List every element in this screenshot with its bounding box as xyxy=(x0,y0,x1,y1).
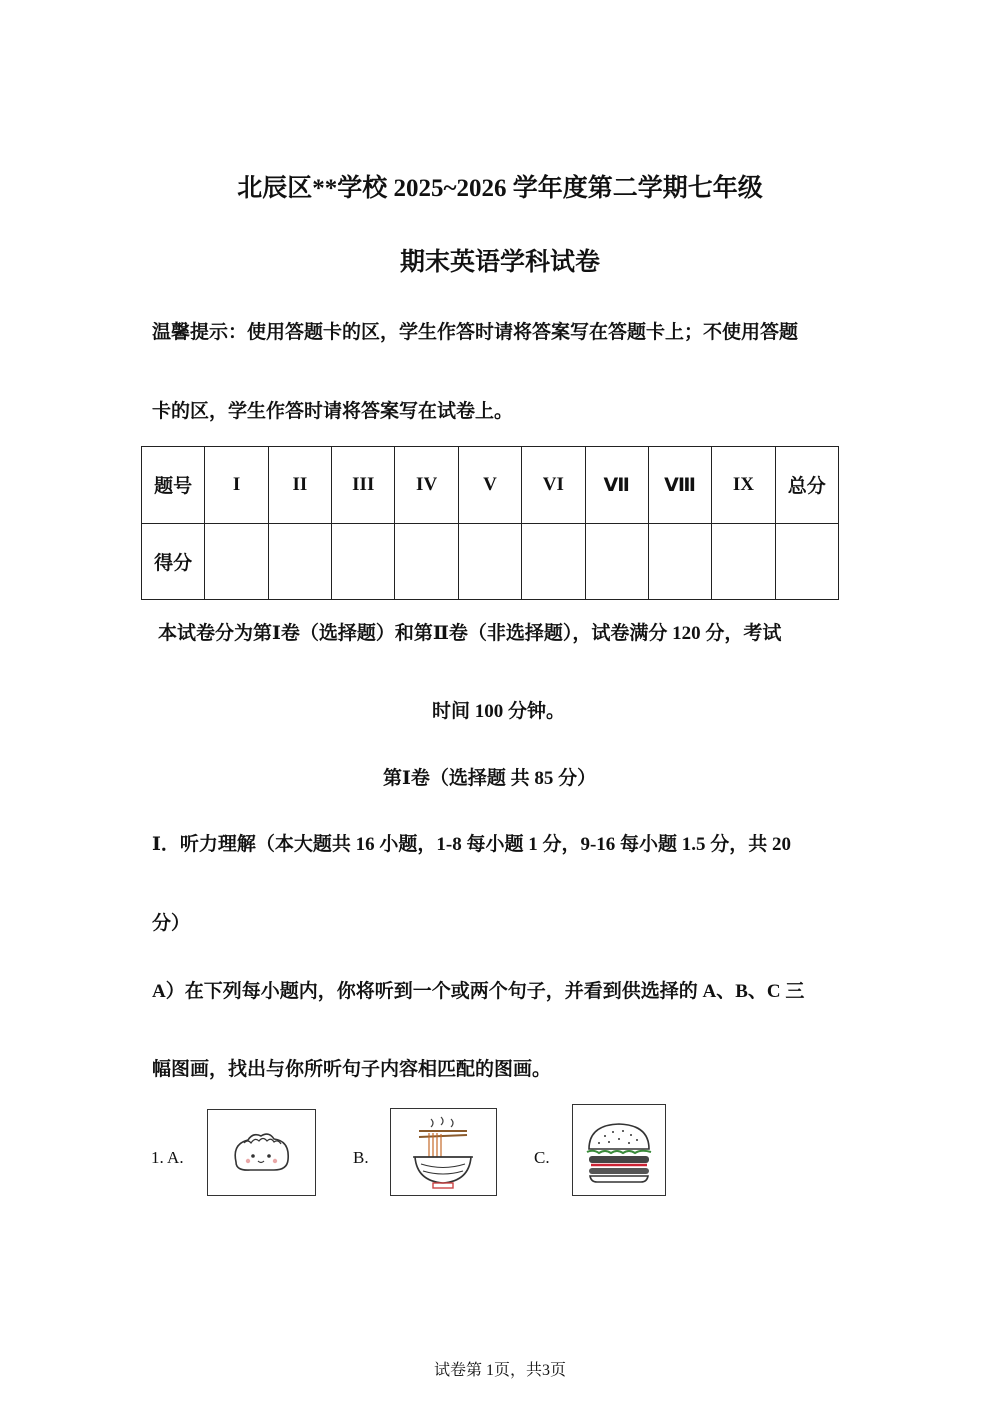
score-table-header-cell: VI xyxy=(522,447,585,524)
exam-title-line1: 北辰区**学校 2025~2026 学年度第二学期七年级 xyxy=(237,175,763,202)
noodles-icon xyxy=(391,1109,496,1195)
section1-title: 第Ⅰ卷（选择题 共 85 分） xyxy=(383,768,597,789)
score-table-header-cell: Ⅷ xyxy=(648,447,711,524)
dumpling-icon xyxy=(208,1110,315,1195)
part1-heading-line2: 分） xyxy=(152,912,191,934)
part1-heading-line1: Ⅰ．听力理解（本大题共 16 小题，1-8 每小题 1 分，9-16 每小题 1.5 分，共 20 xyxy=(152,834,792,855)
partA-instruction-line2: 幅图画，找出与你所听句子内容相匹配的图画。 xyxy=(152,1058,552,1080)
score-table xyxy=(141,446,839,600)
score-table-score-row xyxy=(142,523,839,600)
score-cell[interactable] xyxy=(395,523,458,600)
score-cell[interactable] xyxy=(585,523,648,600)
intro-line1: 本试卷分为第Ⅰ卷（选择题）和第Ⅱ卷（非选择题），试卷满分 120 分，考试 xyxy=(158,623,782,644)
notice-line1: 温馨提示：使用答题卡的区，学生作答时请将答案写在答题卡上；不使用答题 xyxy=(152,321,799,343)
score-table-header-cell: Ⅶ xyxy=(585,447,648,524)
question1-option-a-label: 1. A. xyxy=(151,1148,184,1167)
score-cell[interactable] xyxy=(332,523,395,600)
score-table-header-cell: I xyxy=(205,447,268,524)
score-cell[interactable] xyxy=(775,523,838,600)
score-table-header-cell: 题号 xyxy=(142,447,205,524)
page-footer: 试卷第 1页，共3页 xyxy=(433,1362,566,1379)
score-cell[interactable] xyxy=(648,523,711,600)
score-table-header-cell: II xyxy=(268,447,331,524)
question1-option-c-label: C. xyxy=(534,1148,550,1167)
score-table-header-cell: V xyxy=(458,447,521,524)
notice-line2: 卡的区，学生作答时请将答案写在试卷上。 xyxy=(152,400,514,422)
score-table-header-cell: IX xyxy=(712,447,775,524)
hamburger-icon xyxy=(573,1105,665,1195)
score-cell[interactable] xyxy=(205,523,268,600)
option-a-picture[interactable] xyxy=(207,1109,316,1196)
score-cell[interactable] xyxy=(712,523,775,600)
score-cell[interactable] xyxy=(458,523,521,600)
option-c-picture[interactable] xyxy=(572,1104,666,1196)
score-table-header-row xyxy=(142,447,839,524)
score-row-label: 得分 xyxy=(142,523,205,600)
score-table-header-cell: IV xyxy=(395,447,458,524)
question1-option-b-label: B. xyxy=(353,1148,369,1167)
exam-title-line2: 期末英语学科试卷 xyxy=(399,247,600,276)
option-b-picture[interactable] xyxy=(390,1108,497,1196)
intro-line2: 时间 100 分钟。 xyxy=(432,701,566,722)
partA-instruction-line1: A）在下列每小题内，你将听到一个或两个句子，并看到供选择的 A、B、C 三 xyxy=(152,981,805,1002)
score-cell[interactable] xyxy=(522,523,585,600)
score-cell[interactable] xyxy=(268,523,331,600)
score-table-header-cell: 总分 xyxy=(775,447,838,524)
score-table-header-cell: III xyxy=(332,447,395,524)
